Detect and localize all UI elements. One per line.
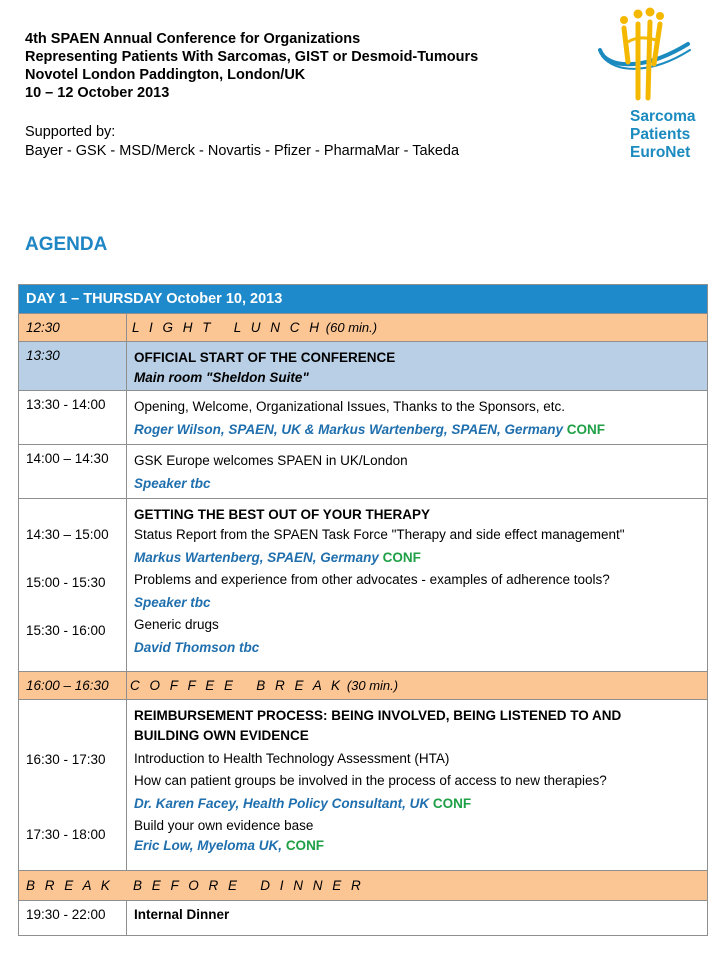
opening-speaker: Roger Wilson, SPAEN, UK & Markus Wartenberg, SPAEN, Germany [134, 422, 563, 437]
coffee-duration: (30 min.) [346, 678, 399, 693]
day-label: DAY 1 – THURSDAY October 10, 2013 [19, 285, 708, 314]
conference-title-line: 4th SPAEN Annual Conference for Organizations [25, 31, 361, 47]
therapy-times [19, 499, 127, 672]
conference-dates: 10 – 12 October 2013 [25, 85, 170, 101]
therapy-row [19, 499, 708, 672]
reimbursement-text-1a: Introduction to Health Technology Assessment (HTA) [134, 751, 450, 766]
gsk-text: GSK Europe welcomes SPAEN in UK/London [134, 453, 408, 468]
reimbursement-text-1b: How can patient groups be involved in the process of access to new therapies? [134, 773, 607, 788]
therapy-time-1: 14:30 – 15:00 [26, 527, 109, 542]
logo-figures-icon [592, 4, 716, 108]
coffee-label: C O F F E E B R E A K [130, 678, 344, 693]
start-room: Main room "Sheldon Suite" [134, 370, 309, 385]
reimbursement-title-1: REIMBURSEMENT PROCESS: BEING INVOLVED, BEING LISTENED TO AND [134, 708, 622, 723]
opening-speaker-line [134, 417, 707, 442]
dinner-time: 19:30 - 22:00 [19, 901, 127, 936]
sponsors-list: Bayer - GSK - MSD/Merck - Novartis - Pfizer - PharmaMar - Takeda [25, 143, 460, 159]
opening-time: 13:30 - 14:00 [19, 391, 127, 445]
break-before-dinner-row [19, 871, 708, 901]
break-label: B R E A K B E F O R E D I N N E R [26, 878, 364, 893]
logo-line: EuroNet [630, 144, 691, 161]
lunch-label: L I G H T L U N C H [132, 320, 323, 335]
lunch-duration: (60 min.) [325, 320, 378, 335]
logo-line: Sarcoma [630, 108, 696, 125]
sponsors-block [25, 123, 459, 161]
reimbursement-speaker-2-line [134, 836, 707, 856]
supported-by-label: Supported by: [25, 124, 116, 140]
reimbursement-speaker-1: Dr. Karen Facey, Health Policy Consultant, UK [134, 796, 430, 811]
logo-text [630, 108, 695, 162]
coffee-break-row [19, 672, 708, 700]
opening-cell [127, 391, 708, 445]
conference-header [25, 30, 478, 102]
therapy-speaker-2: Speaker tbc [134, 595, 211, 610]
reimbursement-text-2: Build your own evidence base [134, 818, 314, 833]
conf-tag: CONF [382, 550, 421, 565]
conf-tag: CONF [432, 796, 472, 811]
coffee-time: 16:00 – 16:30 [19, 672, 127, 700]
dinner-text: Internal Dinner [127, 901, 708, 936]
reimbursement-times [19, 700, 127, 871]
conference-title-line: Representing Patients With Sarcomas, GIST or Desmoid-Tumours [25, 49, 479, 65]
sarcoma-patients-euronet-logo [592, 4, 716, 164]
therapy-time-3: 15:30 - 16:00 [26, 623, 106, 638]
conf-tag: CONF [285, 838, 325, 853]
lunch-row [19, 314, 708, 342]
lunch-cell [127, 314, 708, 342]
reimbursement-speaker-2: Eric Low, Myeloma UK, [134, 838, 283, 853]
gsk-row [19, 445, 708, 499]
conference-venue: Novotel London Paddington, London/UK [25, 67, 306, 83]
dinner-row [19, 901, 708, 936]
break-cell [19, 871, 708, 901]
therapy-text-1: Status Report from the SPAEN Task Force "Therapy and side effect management" [134, 527, 625, 542]
therapy-speaker-3: David Thomson tbc [134, 640, 260, 655]
start-time: 13:30 [19, 342, 127, 391]
reimbursement-row [19, 700, 708, 871]
agenda-heading: AGENDA [25, 234, 108, 255]
lunch-time: 12:30 [19, 314, 127, 342]
agenda-table [18, 284, 708, 936]
therapy-time-2: 15:00 - 15:30 [26, 575, 106, 590]
opening-text: Opening, Welcome, Organizational Issues, Thanks to the Sponsors, etc. [134, 399, 565, 414]
coffee-cell [127, 672, 708, 700]
gsk-cell [127, 445, 708, 499]
therapy-speaker-1-line [134, 545, 707, 570]
day-header-row [19, 285, 708, 314]
gsk-speaker: Speaker tbc [134, 476, 211, 491]
therapy-text-2: Problems and experience from other advocates - examples of adherence tools? [134, 572, 610, 587]
therapy-text-3: Generic drugs [134, 617, 219, 632]
start-cell [127, 342, 708, 391]
therapy-cell [127, 499, 708, 672]
gsk-time: 14:00 – 14:30 [19, 445, 127, 499]
reimbursement-time-2: 17:30 - 18:00 [26, 827, 106, 842]
reimbursement-title-2: BUILDING OWN EVIDENCE [134, 728, 309, 743]
opening-row [19, 391, 708, 445]
start-title: OFFICIAL START OF THE CONFERENCE [134, 350, 396, 365]
official-start-row [19, 342, 708, 391]
therapy-speaker-1: Markus Wartenberg, SPAEN, Germany [134, 550, 379, 565]
logo-line: Patients [630, 126, 691, 143]
therapy-title: GETTING THE BEST OUT OF YOUR THERAPY [134, 507, 431, 522]
reimbursement-time-1: 16:30 - 17:30 [26, 752, 106, 767]
conf-tag: CONF [566, 422, 605, 437]
reimbursement-cell [127, 700, 708, 871]
reimbursement-speaker-1-line [134, 791, 707, 816]
